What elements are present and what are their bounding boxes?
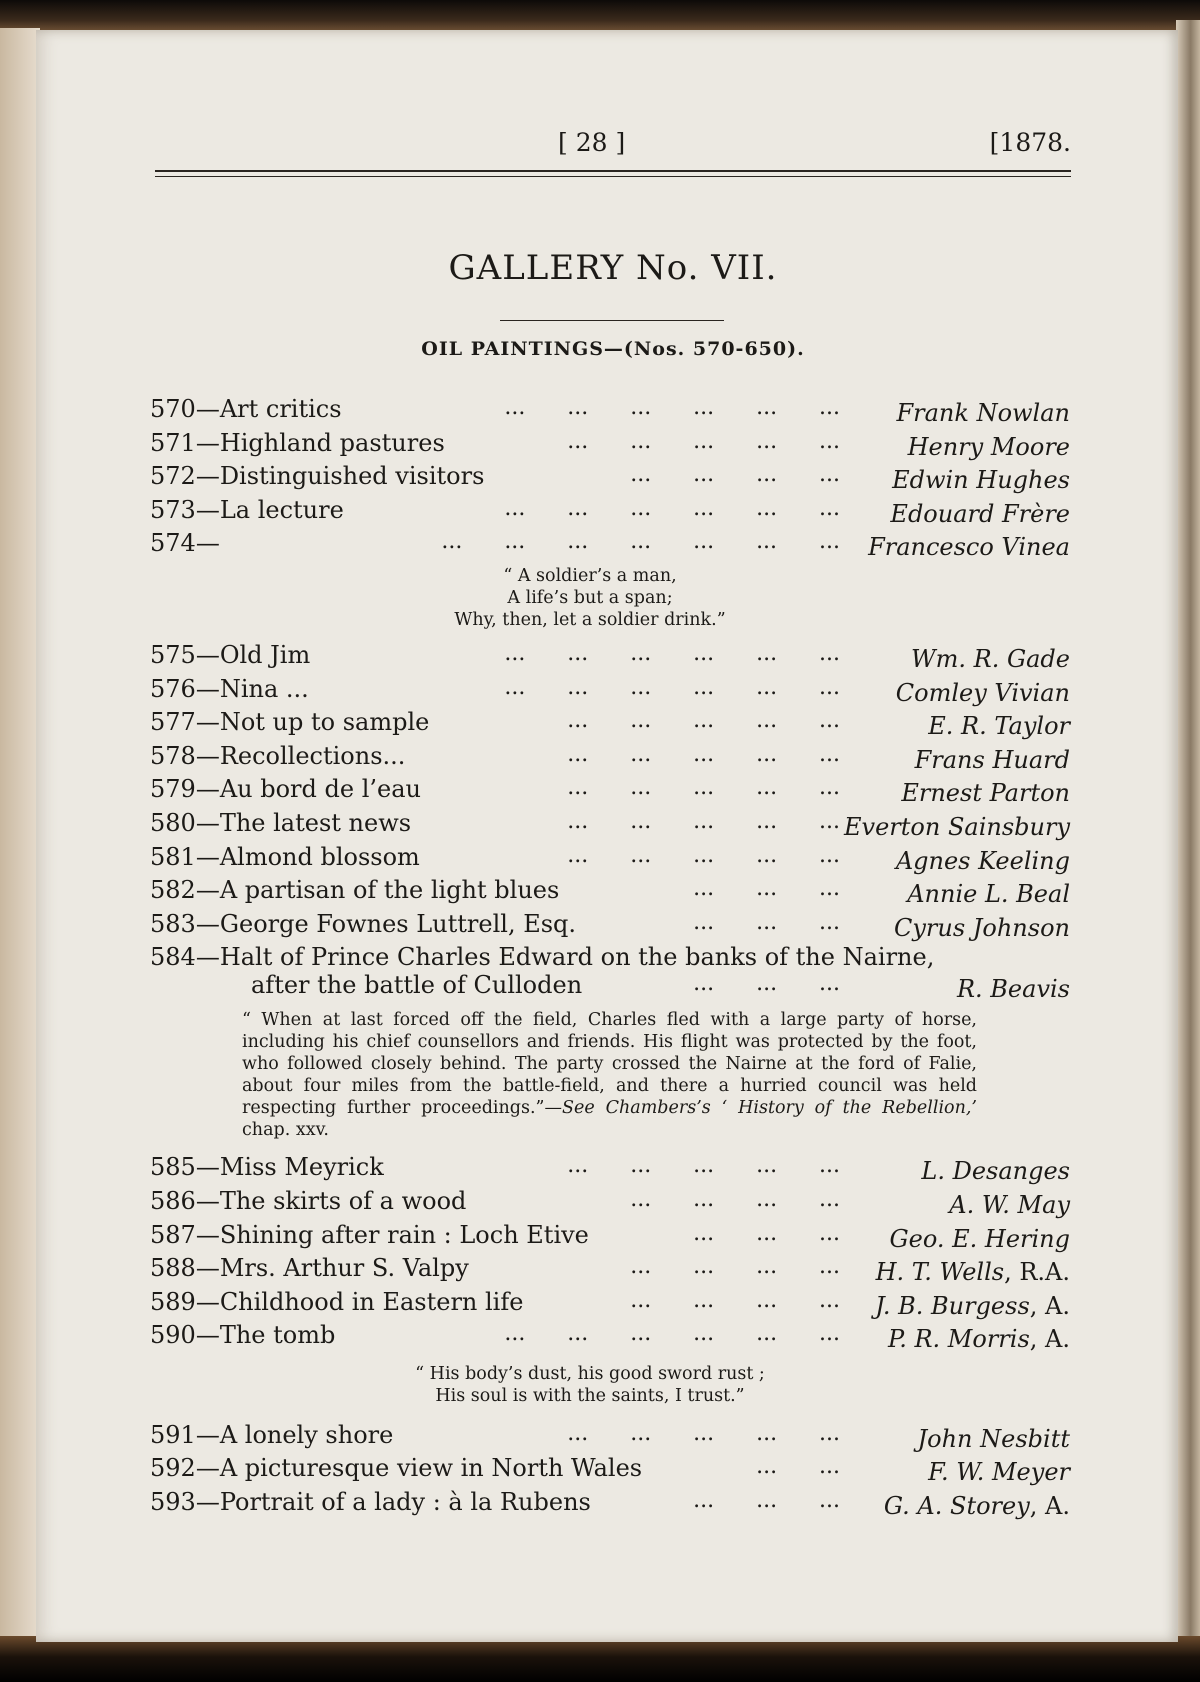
leader-dots: ... ... ... ... ... ... [504,1321,840,1347]
entry-title: A picturesque view in North Wales [219,1454,643,1483]
catalogue-entry: 576—Nina ... ... ... ... ... ... ... Comley Vivian [150,674,1070,707]
entry-artist: Cyrus Johnson [893,913,1070,942]
page-number: [ 28 ] [558,128,626,157]
book-top-edge [0,0,1200,34]
entry-artist: J. B. Burgess [875,1291,1030,1320]
entry-artist: L. Desanges [921,1157,1070,1186]
catalogue-entries [150,395,1070,1522]
catalogue-entry: 581—Almond blossom ... ... ... ... ... Agnes Keeling [150,842,1070,875]
artist-honour: , A. [1029,1291,1070,1320]
book-bottom-edge [0,1636,1200,1682]
entry-artist: R. Beavis [956,975,1070,1004]
entry-artist: Frank Nowlan [896,399,1070,427]
title-rule [500,320,724,321]
entry-title: Au bord de l’eau [219,775,421,804]
leader-dots: ... ... ... ... [630,1254,840,1280]
entry-title: Recollections... [219,741,406,770]
gallery-title: GALLERY No. VII. [448,248,778,288]
entry-title: Miss Meyrick [219,1153,384,1182]
verse-quotation [110,563,1070,641]
leader-dots: ... ... ... [693,876,840,902]
page-header [155,128,1071,162]
entry-number: 580 [150,808,196,837]
entry-artist: Geo. E. Hering [889,1224,1070,1253]
entry-title: Shining after rain : Loch Etive [219,1220,589,1249]
leader-dots: ... ... ... ... [630,1287,840,1313]
entry-title: Almond blossom [219,842,420,871]
book-right-edge [1176,20,1200,1645]
entry-number: 584 [150,943,196,972]
entry-number: 588 [150,1254,196,1283]
entry-number: 581 [150,842,196,871]
entry-artist: E. R. Taylor [928,712,1070,741]
leader-dots: ... ... ... ... ... [567,428,840,454]
entry-number: 583 [150,909,196,938]
entry-number: 590 [150,1321,196,1350]
leader-dots: ... ... ... ... ... [567,808,840,834]
catalogue-entry: 577—Not up to sample ... ... ... ... ... E. R. Taylor [150,708,1070,741]
catalogue-entry: 593—Portrait of a lady : à la Rubens ... ... ... G. A. Storey, A. [150,1488,1070,1521]
entry-artist: G. A. Storey [883,1492,1030,1521]
entry-artist: Frans Huard [914,745,1070,774]
catalogue-entry: 571—Highland pastures ... ... ... ... ... Henry Moore [150,428,1070,461]
entry-number: 591 [150,1420,196,1449]
catalogue-entry: 591—A lonely shore ... ... ... ... ... John Nesbitt [150,1420,1070,1453]
entry-title: Halt of Prince Charles Edward on the banks of the Nairne, [219,943,935,972]
leader-dots: ... ... ... ... ... [567,842,840,868]
verse-quotation [110,1355,1070,1421]
catalogue-entry: 588—Mrs. Arthur S. Valpy ... ... ... ... H. T. Wells, R.A. [150,1254,1070,1287]
leader-dots: ... ... ... ... ... ... [504,640,840,666]
entry-title: Childhood in Eastern life [219,1287,524,1316]
leader-dots: ... ... ... [693,909,840,935]
catalogue-entry: 592—A picturesque view in North Wales ... ... F. W. Meyer [150,1454,1070,1487]
leader-dots: ... ... ... ... ... [567,1420,840,1446]
header-rule-thin [155,176,1071,177]
catalogue-entry: 573—La lecture ... ... ... ... ... ... Edouard Frère [150,495,1070,528]
entry-number: 571 [150,428,196,457]
entry-artist: Ernest Parton [901,779,1070,808]
entry-number: 570 [150,395,196,423]
catalogue-entry: 585—Miss Meyrick ... ... ... ... ... L. Desanges [150,1153,1070,1186]
entry-title: Not up to sample [219,708,430,737]
entry-artist: Henry Moore [907,432,1070,461]
leader-dots: ... ... ... [693,1488,840,1514]
entry-artist: Edouard Frère [890,499,1070,528]
entry-artist: P. R. Morris [887,1325,1030,1354]
entry-number: 589 [150,1287,196,1316]
entry-number: 577 [150,708,196,737]
leader-dots: ... ... ... ... ... [567,708,840,734]
entry-artist: A. W. May [949,1190,1070,1219]
leader-dots: ... ... ... ... ... ... ... [441,529,840,555]
entry-artist: Annie L. Beal [907,880,1070,909]
catalogue-entry: 589—Childhood in Eastern life ... ... ... ... J. B. Burgess, A. [150,1287,1070,1320]
entry-title: Old Jim [219,640,311,669]
leader-dots: ... ... ... ... [630,1186,840,1212]
leader-dots: ... ... ... ... ... ... [504,495,840,521]
catalogue-entry: 590—The tomb ... ... ... ... ... ... P. R. Morris, A. [150,1321,1070,1354]
quote-chapter: chap. xxv. [242,1120,329,1141]
catalogue-entry: 579—Au bord de l’eau ... ... ... ... ... Ernest Parton [150,775,1070,808]
entry-title: La lecture [219,495,344,524]
entry-number: 592 [150,1454,196,1483]
verse-line: A life’s but a span; [507,587,673,608]
leader-dots: ... ... ... ... ... [567,741,840,767]
entry-number: 578 [150,741,196,770]
catalogue-entry: 575—Old Jim ... ... ... ... ... ... Wm. R. Gade [150,640,1070,673]
entry-title: The skirts of a wood [219,1186,467,1215]
catalogue-entry: 580—The latest news ... ... ... ... ... Everton Sainsbury [150,808,1070,841]
catalogue-entry: 570—Art critics ... ... ... ... ... ... Frank Nowlan [150,395,1070,427]
entry-title: George Fownes Luttrell, Esq. [219,909,577,938]
verse-line: “ His body’s dust, his good sword rust ; [415,1363,765,1384]
entry-number: 579 [150,775,196,804]
header-rule [155,170,1071,172]
entry-artist: John Nesbitt [917,1424,1070,1453]
entry-number: 573 [150,495,196,524]
entry-title: Portrait of a lady : à la Rubens [219,1488,591,1517]
entry-number: 587 [150,1220,196,1249]
leader-dots: ... ... ... [693,971,840,997]
entry-title: A partisan of the light blues [219,876,560,905]
entry-number: 572 [150,462,196,491]
entry-title: A lonely shore [219,1420,394,1449]
quote-text: “ When at last forced off the field, Charles fled with a large party of horse, including his chief counsellors and friends. His flight was protected by the foot, who followed closely behind. The party crossed the Nairne at the ford of Falie, about four miles from the battle-field, and there a hurried council was held respecting further proceedings.” [242,1010,977,1119]
entry-number: 575 [150,640,196,669]
entry-title: Distinguished visitors [219,462,485,491]
entry-number: 574 [150,529,196,558]
entry-number: 586 [150,1186,196,1215]
leader-dots: ... ... ... ... ... ... [504,674,840,700]
entry-artist: Everton Sainsbury [844,812,1070,841]
leader-dots: ... ... ... ... ... [567,1153,840,1179]
entry-artist: H. T. Wells [875,1258,1005,1287]
catalogue-entry: 583—George Fownes Luttrell, Esq. ... ... ... Cyrus Johnson [150,909,1070,942]
leader-dots: ... ... ... ... ... ... [504,395,840,420]
entry-title: Nina ... [219,674,309,703]
entry-artist: F. W. Meyer [928,1458,1070,1487]
leader-dots: ... ... ... [693,1220,840,1246]
entry-title-continued: after the battle of Culloden [251,971,583,1000]
entry-artist: Comley Vivian [895,678,1070,707]
artist-honour: , A. [1029,1492,1070,1521]
entry-number: 582 [150,876,196,905]
entry-artist: Agnes Keeling [895,846,1070,875]
historical-quotation [242,1003,977,1153]
catalogue-entry: 572—Distinguished visitors ... ... ... ... Edwin Hughes [150,462,1070,495]
verse-line: “ A soldier’s a man, [503,565,677,586]
leader-dots: ... ... [756,1454,840,1480]
entry-artist: Wm. R. Gade [910,644,1070,673]
entry-artist: Edwin Hughes [892,466,1070,495]
leader-dots: ... ... ... ... ... [567,775,840,801]
entry-number: 576 [150,674,196,703]
leader-dots: ... ... ... ... [630,462,840,488]
verse-line: Why, then, let a soldier drink.” [454,609,726,630]
entry-number: 585 [150,1153,196,1182]
entry-artist: Francesco Vinea [868,533,1070,562]
entry-title: The tomb [219,1321,336,1350]
entry-title: Highland pastures [219,428,445,457]
page-year: [1878. [989,128,1071,157]
entry-number: 593 [150,1488,196,1517]
catalogue-entry: 586—The skirts of a wood ... ... ... ... A. W. May [150,1186,1070,1219]
catalogue-entry: 584—Halt of Prince Charles Edward on the banks of the Nairne, after the battle of Culloden ... ... ... R. Beavis [150,943,1070,1004]
artist-honour: , R.A. [1004,1258,1070,1287]
catalogue-entry: 582—A partisan of the light blues ... ... ... Annie L. Beal [150,876,1070,909]
entry-title: The latest news [219,808,412,837]
artist-honour: , A. [1029,1325,1070,1354]
quote-source: —See Chambers’s ‘ History of the Rebellion,’ [544,1098,977,1119]
section-subtitle: OIL PAINTINGS—(Nos. 570-650). [421,338,805,360]
catalogue-entry: 587—Shining after rain : Loch Etive ... ... ... Geo. E. Hering [150,1220,1070,1253]
book-gutter [0,28,40,1642]
catalogue-entry: 574— ... ... ... ... ... ... ... Francesco Vinea [150,529,1070,562]
catalogue-entry: 578—Recollections... ... ... ... ... ... Frans Huard [150,741,1070,774]
verse-line: His soul is with the saints, I trust.” [435,1385,745,1406]
entry-title: Mrs. Arthur S. Valpy [219,1254,469,1283]
entry-title: Art critics [219,395,342,423]
